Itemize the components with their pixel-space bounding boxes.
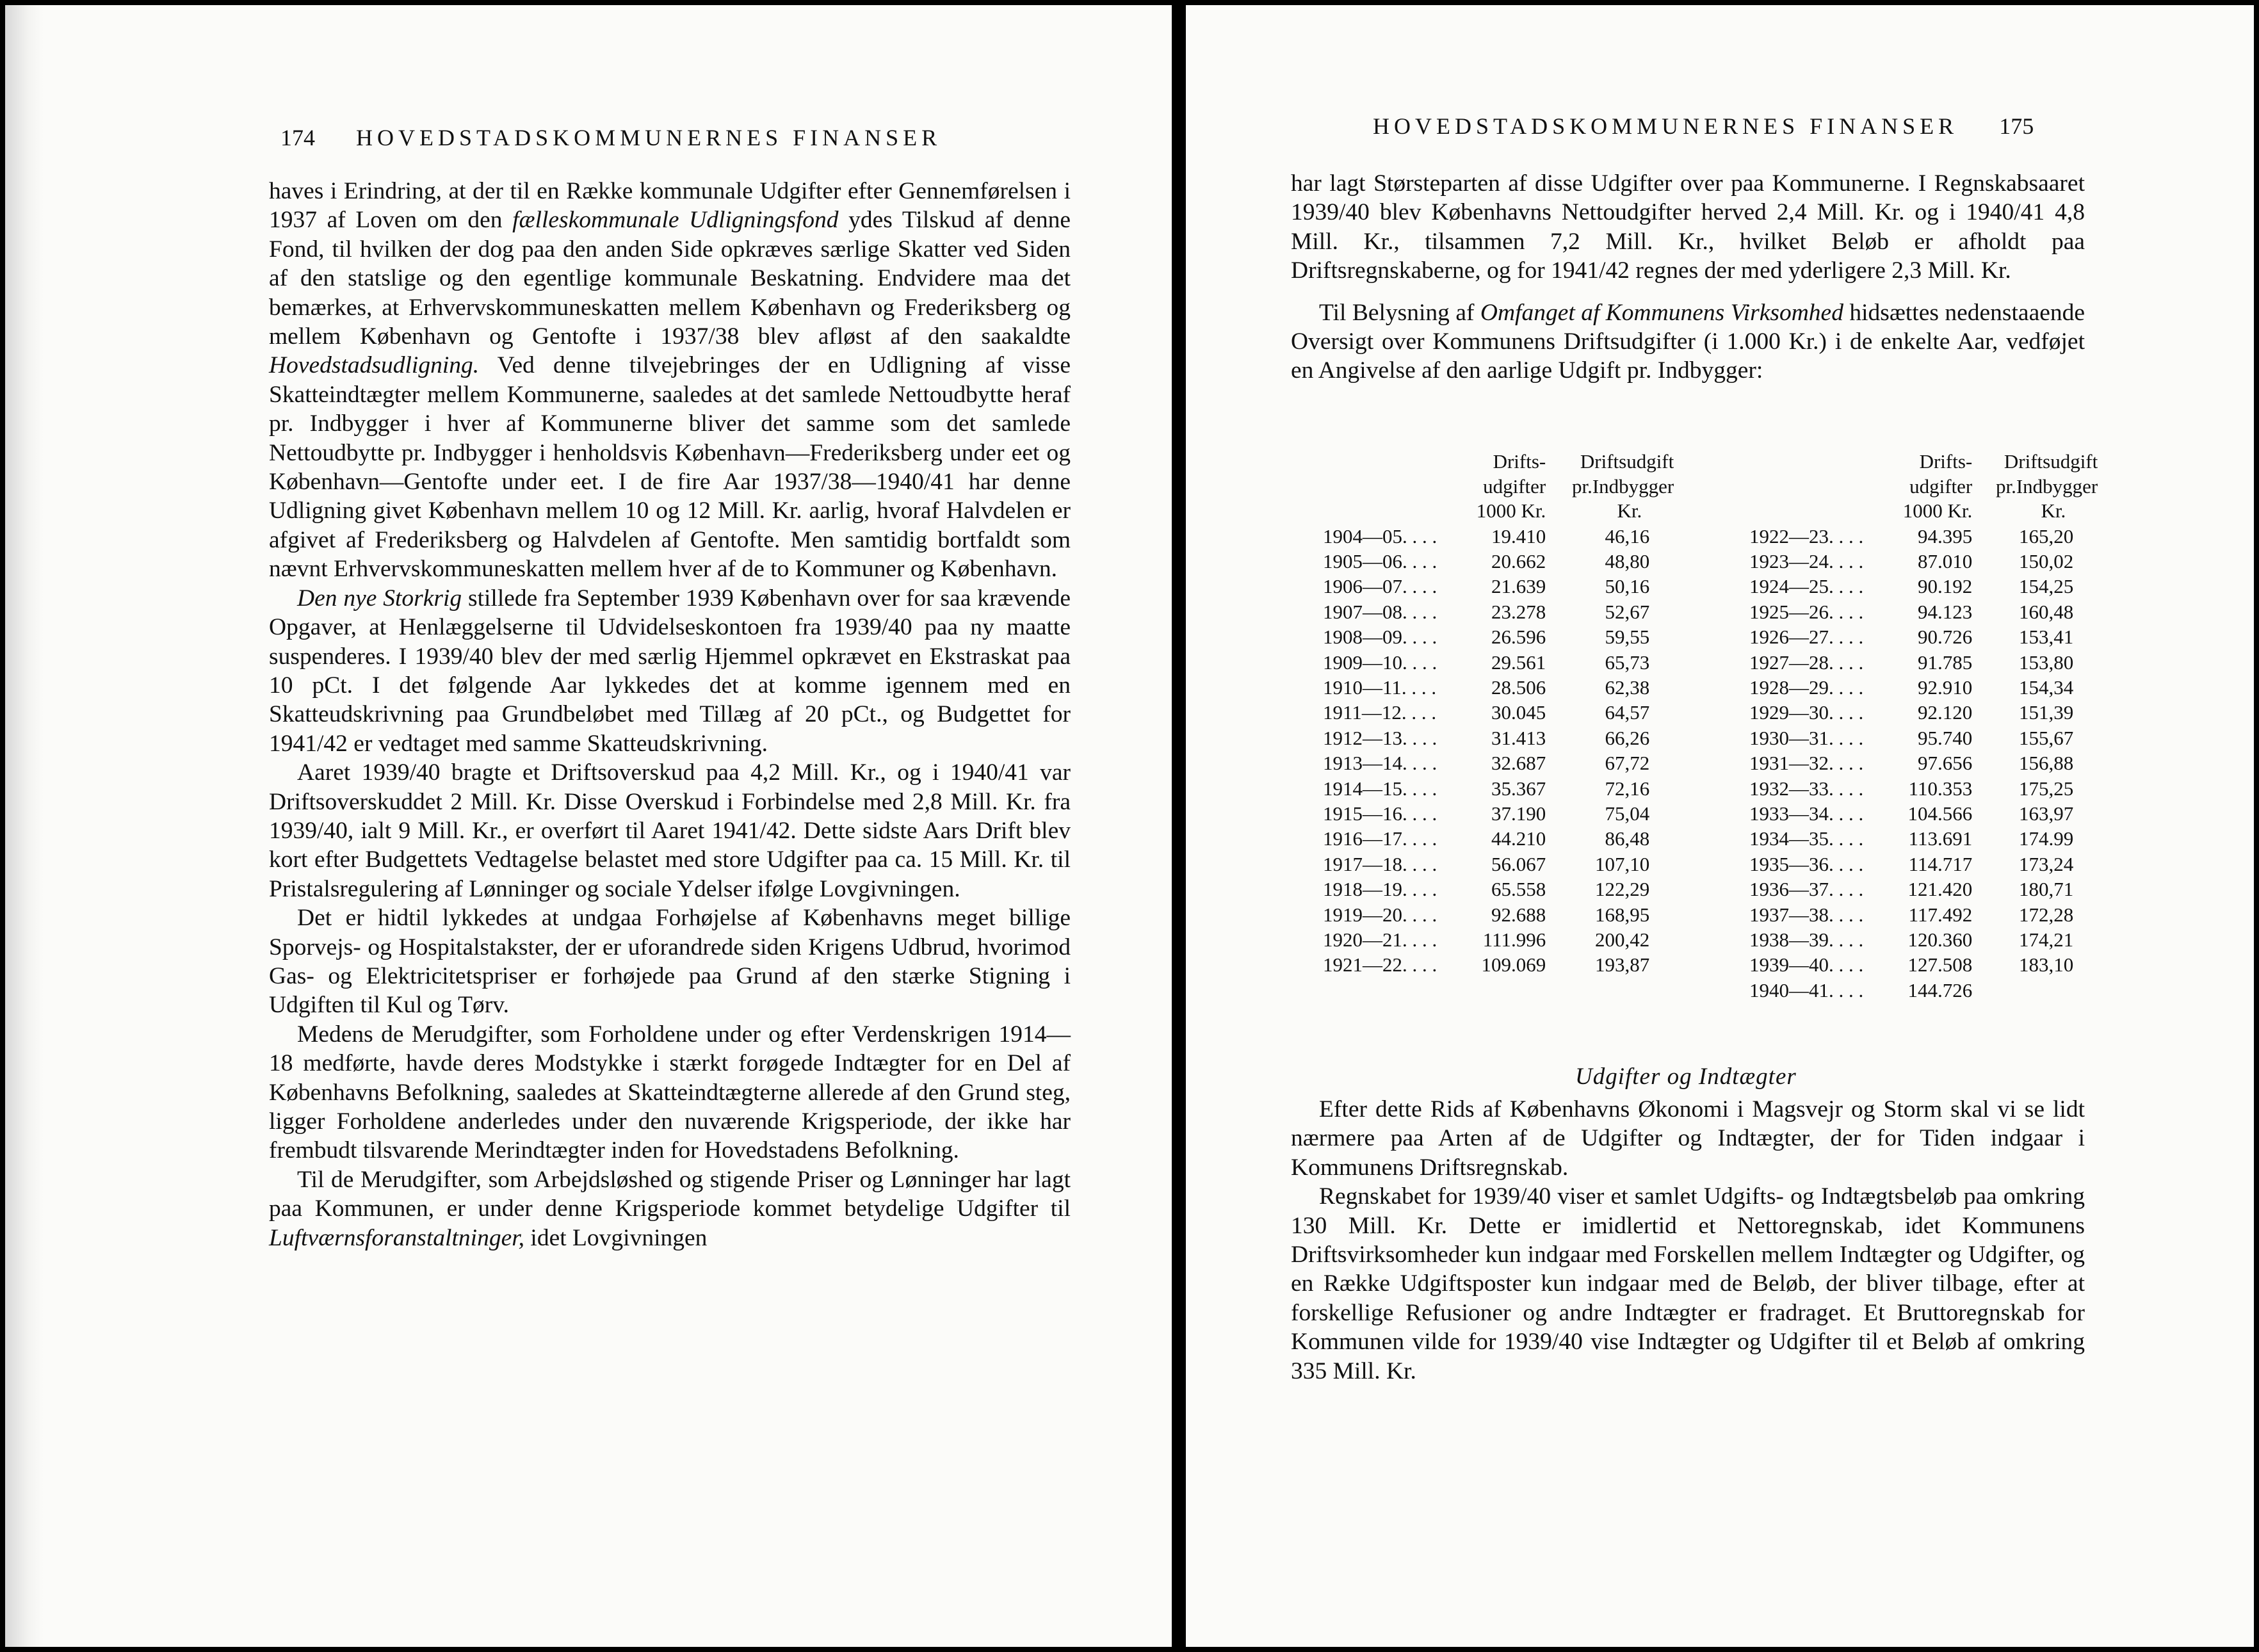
year-cell: 1921—22. . . .: [1323, 953, 1437, 976]
per-capita-cell: 165,20: [2019, 524, 2074, 547]
year-cell: 1924—25. . . .: [1749, 575, 1864, 598]
paragraph: Efter dette Rids af Københavns Økonomi i Magsvejr og Storm skal vi se lidt nærmere paa Arten af de Udgifter og Indtægter, der for Tiden indgaar i Kommunens Driftsregnskab.: [1291, 1096, 2085, 1181]
table-row: [1749, 599, 2098, 624]
per-capita-cell: 48,80: [1605, 549, 1650, 572]
year-cell: 1916—17. . . .: [1323, 827, 1437, 850]
expenditure-cell: 92.910: [1918, 676, 1973, 699]
expenditure-cell: 94.123: [1918, 600, 1973, 623]
table-row: [1749, 852, 2098, 877]
table-row: [1323, 927, 1674, 952]
expenditure-cell: 94.395: [1918, 524, 1973, 547]
per-capita-cell: 200,42: [1595, 928, 1650, 951]
expenditure-cell: 127.508: [1907, 953, 1973, 976]
per-capita-cell: 86,48: [1605, 827, 1650, 850]
expenditure-cell: 117.492: [1908, 903, 1973, 926]
right-page: [1186, 5, 2254, 1647]
year-cell: 1922—23. . . .: [1749, 524, 1864, 547]
table-row: [1323, 574, 1674, 599]
left-running-header: [280, 124, 941, 151]
per-capita-cell: 150,02: [2019, 549, 2074, 572]
per-capita-cell: 154,25: [2019, 575, 2074, 598]
per-capita-cell: 173,24: [2019, 852, 2074, 875]
paragraph: Medens de Merudgifter, som Forholdene under og efter Verdenskrigen 1914—18 medførte, havde deres Modstykke i stærkt forøgede Indtægter for en Del af Københavns Befolkning, saaledes at Skatteindtægterne allerede af den Grund steg, ligger Forholdene anderledes under den nuværende Krigsperiode, der ikke har frembudt tilsvarende Merindtægter inden for Hovedstadens Befolkning.: [269, 1021, 1071, 1164]
left-body-text: [269, 177, 1071, 1252]
expenditure-cell: 113.691: [1908, 827, 1973, 850]
per-capita-cell: 154,34: [2019, 676, 2074, 699]
table-row: [1323, 725, 1674, 750]
expenditure-cell: 91.785: [1918, 651, 1973, 674]
year-cell: 1935—36. . . .: [1749, 852, 1864, 875]
table-row: [1749, 776, 2098, 801]
table-row: [1323, 650, 1674, 675]
table-row: [1749, 750, 2098, 775]
expenditure-cell: 37.190: [1491, 802, 1546, 825]
table-row: [1749, 877, 2098, 902]
year-cell: 1913—14. . . .: [1323, 752, 1437, 775]
year-cell: 1927—28. . . .: [1749, 651, 1864, 674]
table-row: [1749, 574, 2098, 599]
per-capita-cell: 66,26: [1605, 726, 1650, 749]
expenditure-cell: 144.726: [1907, 978, 1973, 1001]
left-page: [5, 5, 1172, 1647]
expenditure-cell: 32.687: [1491, 752, 1546, 775]
running-title: HOVEDSTADSKOMMUNERNES FINANSER: [1373, 113, 1959, 139]
year-cell: 1906—07. . . .: [1323, 575, 1437, 598]
right-running-header: [1373, 113, 2034, 140]
col-header-expenditure: Drifts- udgifter 1000 Kr.: [1902, 450, 1973, 522]
per-capita-cell: 75,04: [1605, 802, 1650, 825]
table-row: [1323, 750, 1674, 775]
per-capita-cell: 107,10: [1595, 852, 1650, 875]
right-section-text: [1291, 1095, 2085, 1386]
year-cell: 1923—24. . . .: [1749, 549, 1864, 572]
per-capita-cell: 163,97: [2019, 802, 2074, 825]
expenditure-cell: 92.688: [1491, 903, 1546, 926]
expenditure-cell: 120.360: [1907, 928, 1973, 951]
table-row: [1323, 877, 1674, 902]
expenditure-cell: 26.596: [1491, 626, 1546, 649]
year-cell: 1938—39. . . .: [1749, 928, 1864, 951]
expenditure-cell: 29.561: [1491, 651, 1546, 674]
table-row: [1749, 725, 2098, 750]
per-capita-cell: 180,71: [2019, 878, 2074, 901]
table-row: [1749, 624, 2098, 649]
expenditure-cell: 104.566: [1907, 802, 1973, 825]
year-cell: 1918—19. . . .: [1323, 878, 1437, 901]
table-row: [1749, 927, 2098, 952]
per-capita-cell: 156,88: [2019, 752, 2074, 775]
paragraph: har lagt Størsteparten af disse Udgifter over paa Kommunerne. I Regnskabsaaret 1939/40 blev Københavns Nettoudgifter herved 2,4 Mill. Kr. og i 1940/41 4,8 Mill. Kr., tilsammen 7,2 Mill. Kr., hvilket Beløb er afholdt paa Driftsregnskaberne, og for 1941/42 regnes der med yderligere 2,3 Mill. Kr.: [1291, 170, 2085, 284]
paragraph: Regnskabet for 1939/40 viser et samlet Udgifts- og Indtægtsbeløb paa omkring 130 Mill. Kr. Dette er imidlertid et Nettoregnskab, idet Kommunens Driftsvirksomheder kun indgaar med Forskellen mellem Indtægter og Udgifter, og en Række Udgiftsposter kun indgaar med de Beløb, der bliver tilbage, efter at forskellige Refusioner og andre Indtægter er fradraget. Et Bruttoregnskab for Kommunen vilde for 1939/40 vise Indtægter og Udgifter til et Beløb af omkring 335 Mill. Kr.: [1291, 1183, 2085, 1384]
year-cell: 1911—12. . . .: [1323, 701, 1437, 724]
table-row: [1749, 952, 2098, 977]
per-capita-cell: 62,38: [1605, 676, 1650, 699]
table-row: [1749, 978, 2098, 1003]
year-cell: 1930—31. . . .: [1749, 726, 1864, 749]
year-cell: 1933—34. . . .: [1749, 802, 1864, 825]
expenditure-table-right: [1749, 449, 2098, 1003]
year-cell: 1940—41. . . .: [1749, 978, 1864, 1001]
running-title: HOVEDSTADSKOMMUNERNES FINANSER: [356, 125, 942, 150]
expenditure-cell: 110.353: [1908, 777, 1973, 800]
year-cell: 1929—30. . . .: [1749, 701, 1864, 724]
per-capita-cell: 174,21: [2019, 928, 2074, 951]
table-row: [1323, 852, 1674, 877]
year-cell: 1920—21. . . .: [1323, 928, 1437, 951]
year-cell: 1939—40. . . .: [1749, 953, 1864, 976]
year-cell: 1934—35. . . .: [1749, 827, 1864, 850]
expenditure-cell: 87.010: [1918, 549, 1973, 572]
expenditure-cell: 92.120: [1918, 701, 1973, 724]
expenditure-cell: 109.069: [1481, 953, 1546, 976]
paragraph: Det er hidtil lykkedes at undgaa Forhøjelse af Københavns meget billige Sporvejs- og Hospitalstakster, der er uforandrede siden Krigens Udbrud, hvorimod Gas- og Elektricitetspriser er forhøjede paa Grund af den stærke Stigning i Udgiften til Kul og Tørv.: [269, 905, 1071, 1019]
expenditure-cell: 30.045: [1491, 701, 1546, 724]
paragraph: Til de Merudgifter, som Arbejdsløshed og stigende Priser og Lønninger har lagt paa Kommunen, er under denne Krigsperiode kommet betydelige Udgifter til Luftværnsforanstaltninger, idet Lovgivningen: [269, 1166, 1071, 1251]
per-capita-cell: 183,10: [2019, 953, 2074, 976]
table-row: [1749, 549, 2098, 574]
per-capita-cell: 72,16: [1605, 777, 1650, 800]
per-capita-cell: 64,57: [1605, 701, 1650, 724]
expenditure-cell: 19.410: [1491, 524, 1546, 547]
expenditure-cell: 95.740: [1918, 726, 1973, 749]
table-row: [1323, 599, 1674, 624]
table-row: [1323, 952, 1674, 977]
col-header-expenditure: Drifts- udgifter 1000 Kr.: [1476, 450, 1546, 522]
per-capita-cell: 59,55: [1605, 626, 1650, 649]
per-capita-cell: 153,41: [2019, 626, 2074, 649]
expenditure-cell: 20.662: [1491, 549, 1546, 572]
paragraph: Aaret 1939/40 bragte et Driftsoverskud paa 4,2 Mill. Kr., og i 1940/41 var Driftsoverskuddet 2 Mill. Kr. Disse Overskud i Forbindelse med 2,8 Mill. Kr. fra 1939/40, ialt 9 Mill. Kr., er overført til Aaret 1941/42. Dette sidste Aars Drift blev kort efter Budgettets Vedtagelse belastet med store Udgifter paa ca. 15 Mill. Kr. til Pristalsregulering af Lønninger og sociale Ydelser ifølge Lovgivningen.: [269, 759, 1071, 902]
expenditure-cell: 28.506: [1491, 676, 1546, 699]
year-cell: 1904—05. . . .: [1323, 524, 1437, 547]
year-cell: 1932—33. . . .: [1749, 777, 1864, 800]
expenditure-cell: 56.067: [1491, 852, 1546, 875]
year-cell: 1936—37. . . .: [1749, 878, 1864, 901]
per-capita-cell: 50,16: [1605, 575, 1650, 598]
expenditure-cell: 65.558: [1491, 878, 1546, 901]
col-header-per-capita: Driftsudgift pr.Indbygger Kr.: [1995, 450, 2098, 522]
year-cell: 1907—08. . . .: [1323, 600, 1437, 623]
paragraph: Til Belysning af Omfanget af Kommunens Virksomhed hidsættes nedenstaaende Oversigt over Kommunens Driftsudgifter (i 1.000 Kr.) i de enkelte Aar, vedføjet en Angivelse af den aarlige Udgift pr. Indbygger:: [1291, 299, 2085, 384]
year-cell: 1915—16. . . .: [1323, 802, 1437, 825]
table-row: [1323, 524, 1674, 549]
col-header-per-capita: Driftsudgift pr.Indbygger Kr.: [1571, 450, 1674, 522]
expenditure-cell: 90.192: [1918, 575, 1973, 598]
per-capita-cell: 168,95: [1595, 903, 1650, 926]
table-row: [1749, 826, 2098, 851]
year-cell: 1928—29. . . .: [1749, 676, 1864, 699]
expenditure-cell: 23.278: [1491, 600, 1546, 623]
per-capita-cell: 52,67: [1605, 600, 1650, 623]
table-row: [1749, 524, 2098, 549]
year-cell: 1919—20. . . .: [1323, 903, 1437, 926]
page-number: 175: [1999, 113, 2034, 139]
paragraph: haves i Erindring, at der til en Række kommunale Udgifter efter Gennemførelsen i 1937 af Loven om den fælleskommunale Udligningsfond ydes Tilskud af denne Fond, til hvilken der dog paa den anden Side opkræves særlige Skatter ved Siden af den statslige og den egentlige kommunale Beskatning. Endvidere maa det bemærkes, at Erhvervskommuneskatten mellem København og Frederiksberg og mellem København og Gentofte i 1937/38 blev afløst af den saakaldte Hovedstadsudligning. Ved denne tilvejebringes der en Udligning af visse Skatteindtægter mellem Kommunerne, saaledes at det samlede Nettoudbytte heraf pr. Indbygger i hver af Kommunerne bliver det samme som det samlede Nettoudbytte pr. Indbygger i henholdsvis København—Frederiksberg under eet og København—Gentofte under eet. I de fire Aar 1937/38—1940/41 har denne Udligning givet København mellem 10 og 12 Mill. Kr. aarlig, hvoraf Halvdelen er afgivet af Frederiksberg og Halvdelen af Gentofte. Men samtidig bortfaldt som nævnt Erhvervskommuneskatten mellem hver af de to Kommuner og København.: [269, 178, 1071, 583]
table-row: [1749, 902, 2098, 927]
table-row: [1749, 801, 2098, 826]
paragraph: Den nye Storkrig stillede fra September 1939 København over for saa krævende Opgaver, at Henlæggelserne til Udvidelseskontoen fra 1939/40 paa ny maatte suspenderes. I 1939/40 blev der med særlig Hjemmel opkrævet en Ekstraskat paa 10 pCt. I det følgende Aar lykkedes det at komme igennem med en Skatteudskrivning paa Grundbeløbet med Tillæg af 20 pCt., og Budgettet for 1941/42 er vedtaget med samme Skatteudskrivning.: [269, 585, 1071, 757]
expenditure-cell: 44.210: [1491, 827, 1546, 850]
year-cell: 1908—09. . . .: [1323, 626, 1437, 649]
table-row: [1749, 675, 2098, 700]
year-cell: 1926—27. . . .: [1749, 626, 1864, 649]
year-cell: 1912—13. . . .: [1323, 726, 1437, 749]
per-capita-cell: 175,25: [2019, 777, 2074, 800]
expenditure-cell: 35.367: [1491, 777, 1546, 800]
year-cell: 1910—11. . . .: [1323, 676, 1437, 699]
year-cell: 1917—18. . . .: [1323, 852, 1437, 875]
per-capita-cell: 122,29: [1595, 878, 1650, 901]
expenditure-cell: 31.413: [1491, 726, 1546, 749]
per-capita-cell: 193,87: [1595, 953, 1650, 976]
table-row: [1749, 650, 2098, 675]
expenditure-cell: 90.726: [1918, 626, 1973, 649]
per-capita-cell: 153,80: [2019, 651, 2074, 674]
year-cell: 1905—06. . . .: [1323, 549, 1437, 572]
per-capita-cell: 67,72: [1605, 752, 1650, 775]
per-capita-cell: 160,48: [2019, 600, 2074, 623]
per-capita-cell: [1972, 978, 2098, 1003]
per-capita-cell: 46,16: [1605, 524, 1650, 547]
table-row: [1323, 675, 1674, 700]
per-capita-cell: 174.99: [2019, 827, 2074, 850]
page-edge-shadow: [5, 5, 44, 1647]
table-row: [1323, 826, 1674, 851]
page-number: 174: [280, 125, 315, 150]
per-capita-cell: 151,39: [2019, 701, 2074, 724]
expenditure-cell: 114.717: [1908, 852, 1973, 875]
per-capita-cell: 172,28: [2019, 903, 2074, 926]
year-cell: 1925—26. . . .: [1749, 600, 1864, 623]
table-row: [1323, 776, 1674, 801]
table-row: [1323, 902, 1674, 927]
expenditure-cell: 111.996: [1482, 928, 1546, 951]
right-intro-text: [1291, 169, 2085, 385]
section-title: Udgifter og Indtægter: [1575, 1064, 1797, 1090]
expenditure-table-left: [1323, 449, 1674, 978]
table-row: [1749, 700, 2098, 725]
year-cell: 1931—32. . . .: [1749, 752, 1864, 775]
year-cell: 1909—10. . . .: [1323, 651, 1437, 674]
table-row: [1323, 624, 1674, 649]
table-row: [1323, 700, 1674, 725]
table-row: [1323, 801, 1674, 826]
expenditure-cell: 121.420: [1907, 878, 1973, 901]
per-capita-cell: 155,67: [2019, 726, 2074, 749]
per-capita-cell: 65,73: [1605, 651, 1650, 674]
year-cell: 1937—38. . . .: [1749, 903, 1864, 926]
expenditure-cell: 21.639: [1491, 575, 1546, 598]
table-row: [1323, 549, 1674, 574]
year-cell: 1914—15. . . .: [1323, 777, 1437, 800]
expenditure-cell: 97.656: [1918, 752, 1973, 775]
